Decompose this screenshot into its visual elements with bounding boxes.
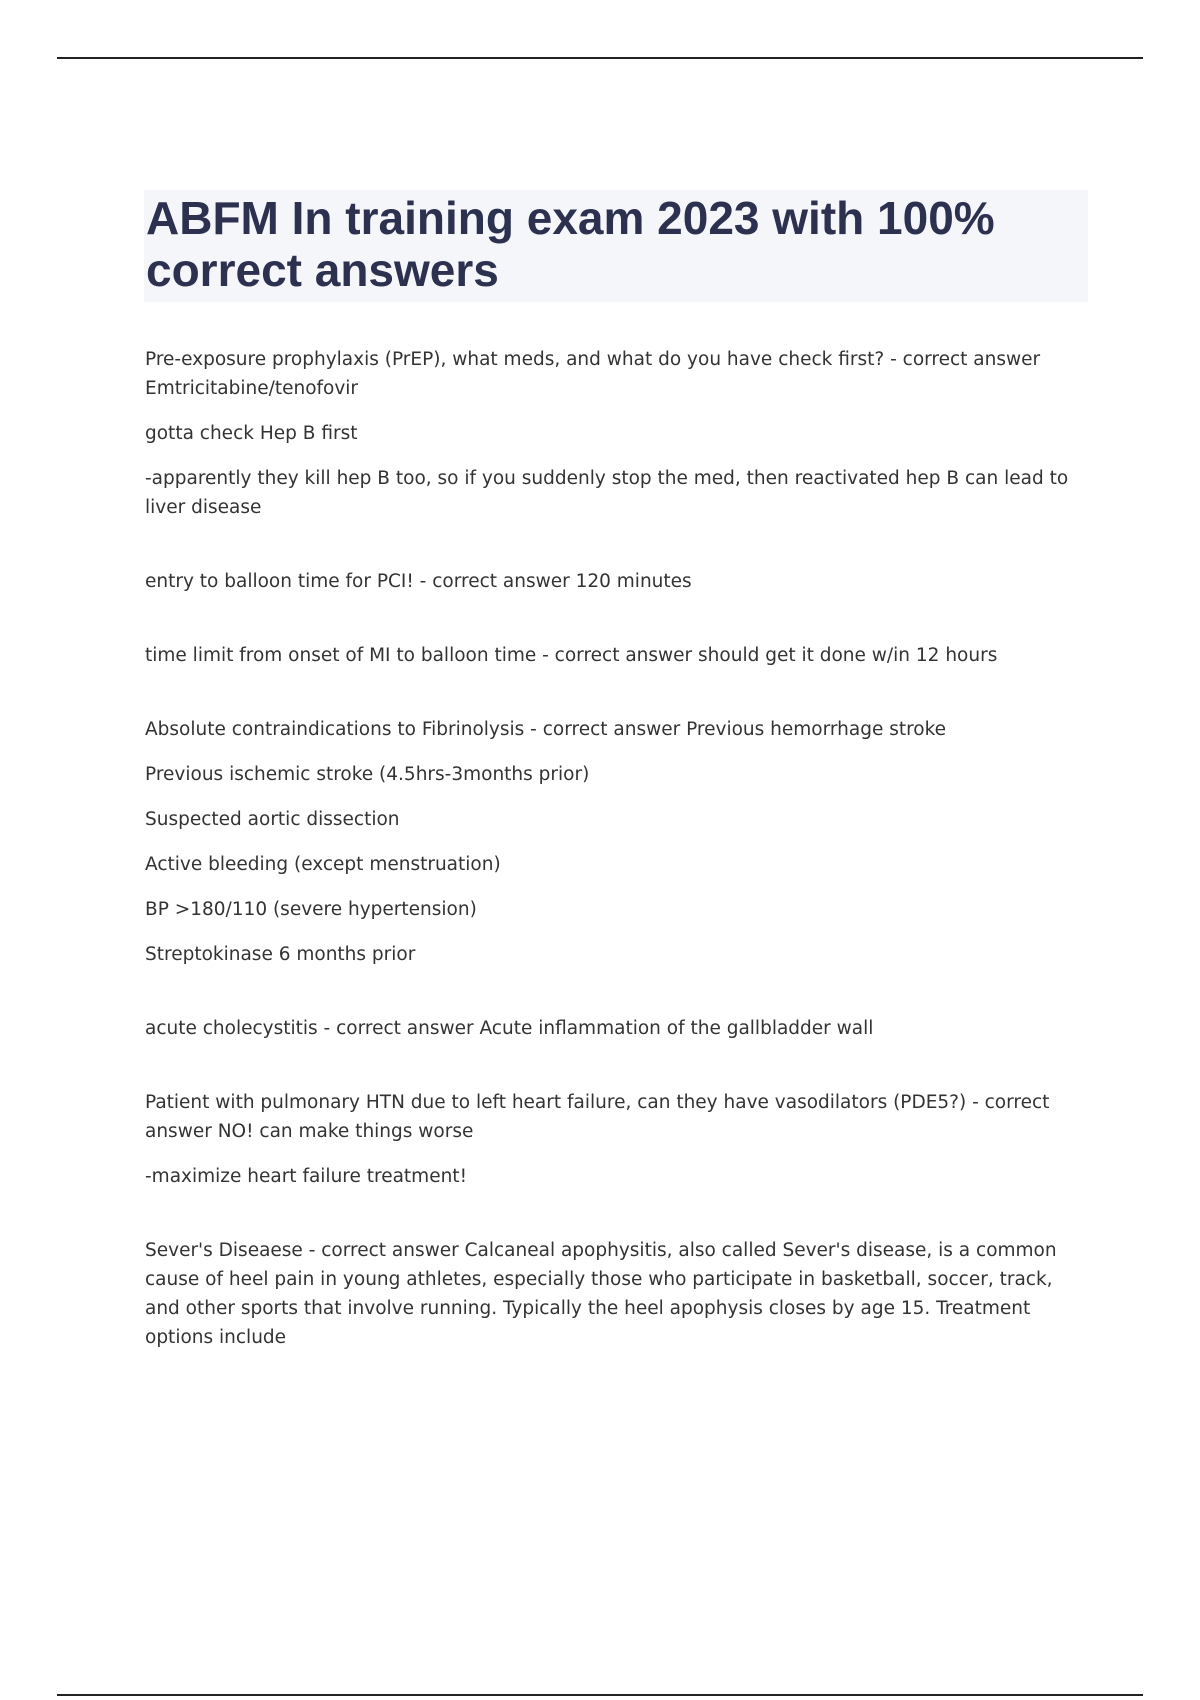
qa-paragraph: Pre-exposure prophylaxis (PrEP), what meds, and what do you have check first? - correct answer Emtricitabine/tenofovir [145,349,1041,399]
qa-paragraph: Streptokinase 6 months prior [145,944,416,965]
qa-paragraph: Absolute contraindications to Fibrinolysis - correct answer Previous hemorrhage stroke [145,719,947,740]
document-body [145,345,1090,1368]
title-banner [144,190,1088,302]
document-title: ABFM In training exam 2023 with 100% correct answers [146,192,995,296]
qa-paragraph: Sever's Diseaese - correct answer Calcaneal apophysitis, also called Sever's disease, is a common cause of heel pain in young athletes, especially those who participate in basketball, soccer, track, and other sports that involve running. Typically the heel apophysis closes by age 15. Treatment options include [145,1240,1057,1348]
qa-paragraph: gotta check Hep B first [145,423,358,444]
bottom-rule [57,1694,1143,1696]
qa-paragraph: Patient with pulmonary HTN due to left heart failure, can they have vasodilators (PDE5?) - correct answer NO! can make things worse [145,1092,1050,1142]
qa-paragraph: Active bleeding (except menstruation) [145,854,501,875]
qa-paragraph: Suspected aortic dissection [145,809,400,830]
qa-paragraph: time limit from onset of MI to balloon time - correct answer should get it done w/in 12 hours [145,645,998,666]
qa-paragraph: Previous ischemic stroke (4.5hrs-3months prior) [145,764,590,785]
top-rule [57,57,1143,59]
qa-paragraph: acute cholecystitis - correct answer Acute inflammation of the gallbladder wall [145,1018,874,1039]
qa-paragraph: entry to balloon time for PCI! - correct answer 120 minutes [145,571,692,592]
qa-paragraph: -apparently they kill hep B too, so if you suddenly stop the med, then reactivated hep B can lead to liver disease [145,468,1069,518]
qa-paragraph: BP >180/110 (severe hypertension) [145,899,477,920]
qa-paragraph: -maximize heart failure treatment! [145,1166,467,1187]
